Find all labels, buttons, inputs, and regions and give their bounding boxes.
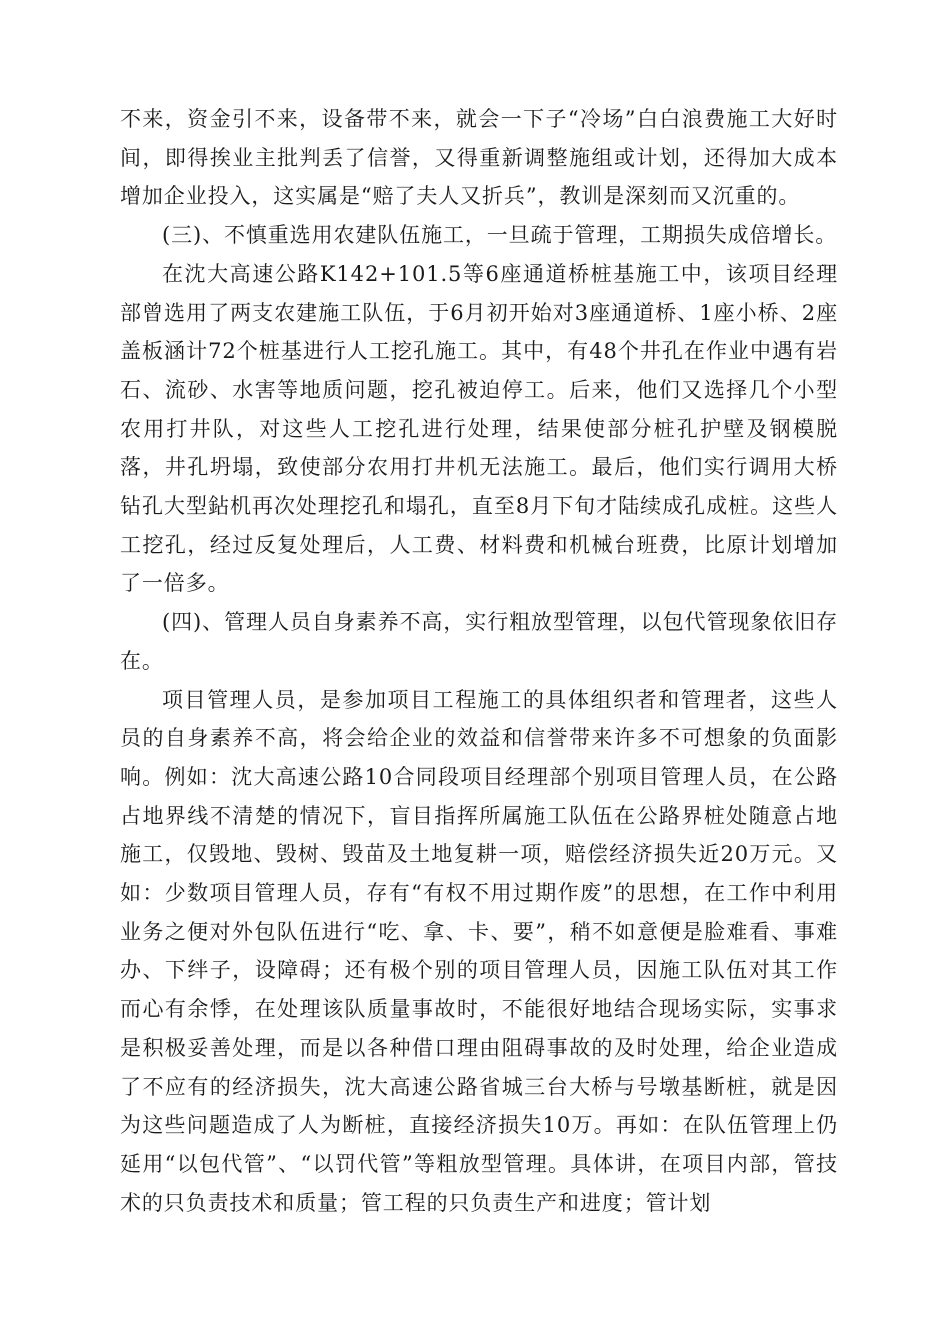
document-page — [120, 100, 838, 1222]
section-heading-3: (三)、不慎重选用农建队伍施工，一旦疏于管理，工期损失成倍增长。 — [162, 223, 838, 248]
paragraph-continuation: 不来，资金引不来，设备带不来，就会一下子“冷场”白白浪费施工大好时间，即得挨业主批判丢了信誉，又得重新调整施组或计划，还得加大成本增加企业投入，这实属是“赔了夫人又折兵”，教训是深刻而又沉重的。 — [120, 107, 838, 209]
paragraph-management-staff: 项目管理人员，是参加项目工程施工的具体组织者和管理者，这些人员的自身素养不高，将会给企业的效益和信誉带来许多不可想象的负面影响。例如：沈大高速公路10合同段项目经理部个别项目管理人员，在公路占地界线不清楚的情况下，盲目指挥所属施工队伍在公路界桩处随意占地施工，仅毁地、毁树、毁苗及土地复耕一项，赔偿经济损失近20万元。又如：少数项目管理人员，存有“有权不用过期作废”的思想，在工作中利用业务之便对外包队伍进行“吃、拿、卡、要”，稍不如意便是脸难看、事难办、下绊子，设障碍；还有极个别的项目管理人员，因施工队伍对其工作而心有余悸，在处理该队质量事故时，不能很好地结合现场实际，实事求是积极妥善处理，而是以各种借口理由阻碍事故的及时处理，给企业造成了不应有的经济损失，沈大高速公路省城三台大桥与号墩基断桩，就是因为这些问题造成了人为断桩，直接经济损失10万。再如：在队伍管理上仍延用“以包代管”、“以罚代管”等粗放型管理。具体讲，在项目内部，管技术的只负责技术和质量；管工程的只负责生产和进度；管计划 — [120, 687, 838, 1215]
paragraph-pile-foundation: 在沈大高速公路K142+101.5等6座通道桥桩基施工中，该项目经理部曾选用了两支农建施工队伍，于6月初开始对3座通道桥、1座小桥、2座盖板涵计72个桩基进行人工挖孔施工。其中，有48个井孔在作业中遇有岩石、流砂、水害等地质问题，挖孔被迫停工。后来，他们又选择几个小型农用打井队，对这些人工挖孔进行处理，结果使部分桩孔护壁及钢模脱落，井孔坍塌，致使部分农用打井机无法施工。最后，他们实行调用大桥钻孔大型鉆机再次处理挖孔和塌孔，直至8月下旬才陆续成孔成桩。这些人工挖孔，经过反复处理后，人工费、材料费和机械台班费，比原计划增加了一倍多。 — [120, 261, 838, 596]
section-heading-4: (四)、管理人员自身素养不高，实行粗放型管理，以包代管现象依旧存在。 — [120, 610, 838, 673]
